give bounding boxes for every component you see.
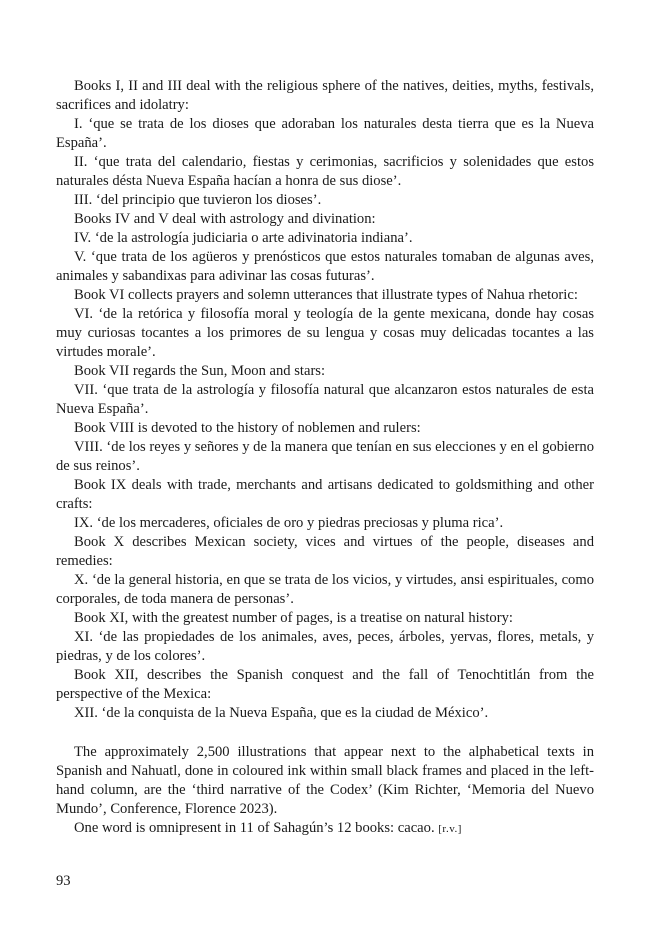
paragraph: Book VI collects prayers and solemn utterances that illustrate types of Nahua rhetoric: <box>74 287 578 303</box>
paragraph: VI. ‘de la retórica y filosofía moral y teología de la gente mexicana, donde hay cosas muy curiosas tocantes a los primores de su lengua y cosas muy delicadas tocantes a las virtudes morale’. <box>56 306 594 360</box>
paragraph: II. ‘que trata del calendario, fiestas y cerimonias, sacrificios y solenidades que estos naturales désta Nueva España hacían a honra de sus diose’. <box>56 154 594 189</box>
paragraph: XI. ‘de las propiedades de los animales, aves, peces, árboles, yervas, flores, metals, y piedras, y de los colores’. <box>56 629 594 664</box>
paragraph: IX. ‘de los mercaderes, oficiales de oro y piedras preciosas y pluma rica’. <box>74 515 504 531</box>
paragraph: Book IX deals with trade, merchants and artisans dedicated to goldsmithing and other crafts: <box>56 477 594 512</box>
paragraph: XII. ‘de la conquista de la Nueva España, que es la ciudad de México’. <box>74 705 489 721</box>
paragraph: Books IV and V deal with astrology and divination: <box>74 211 376 227</box>
paragraph-gap <box>56 723 594 743</box>
closing-sentence: One word is omnipresent in 11 of Sahagún’s 12 books: cacao. <box>74 820 435 836</box>
paragraph: III. ‘del principio que tuvieron los dioses’. <box>74 192 322 208</box>
paragraph: V. ‘que trata de los agüeros y prenósticos que estos naturales tomaban de algunas aves, animales y sabandixas para adivinar las cosas futuras’. <box>56 249 594 284</box>
paragraph: Book VII regards the Sun, Moon and stars: <box>74 363 326 379</box>
closing-paragraph <box>56 819 594 839</box>
paragraph: The approximately 2,500 illustrations that appear next to the alphabetical texts in Spanish and Nahuatl, done in coloured ink within small black frames and placed in the left-hand column, are the ‘third narrative of the Codex’ (Kim Richter, ‘Memoria del Nuevo Mundo’, Conference, Florence 2023). <box>56 744 594 817</box>
body-text <box>56 77 594 839</box>
paragraph: VII. ‘que trata de la astrología y filosofía natural que alcanzaron estos naturales de esta Nueva España’. <box>56 382 594 417</box>
paragraph: X. ‘de la general historia, en que se trata de los vicios, y virtudes, ansi espirituales, como corporales, de toda manera de personas’. <box>56 572 594 607</box>
paragraph: IV. ‘de la astrología judiciaria o arte adivinatoria indiana’. <box>74 230 413 246</box>
page-number: 93 <box>56 873 71 889</box>
author-initials: [r.v.] <box>438 823 462 835</box>
paragraph: Books I, II and III deal with the religious sphere of the natives, deities, myths, festivals, sacrifices and idolatry: <box>56 78 594 113</box>
paragraph: VIII. ‘de los reyes y señores y de la manera que tenían en sus elecciones y en el gobierno de sus reinos’. <box>56 439 594 474</box>
paragraph: I. ‘que se trata de los dioses que adoraban los naturales desta tierra que es la Nueva España’. <box>56 116 594 151</box>
paragraph: Book VIII is devoted to the history of noblemen and rulers: <box>74 420 421 436</box>
paragraph: Book X describes Mexican society, vices and virtues of the people, diseases and remedies: <box>56 534 594 569</box>
paragraph: Book XII, describes the Spanish conquest and the fall of Tenochtitlán from the perspective of the Mexica: <box>56 667 594 702</box>
paragraph: Book XI, with the greatest number of pages, is a treatise on natural history: <box>74 610 513 626</box>
